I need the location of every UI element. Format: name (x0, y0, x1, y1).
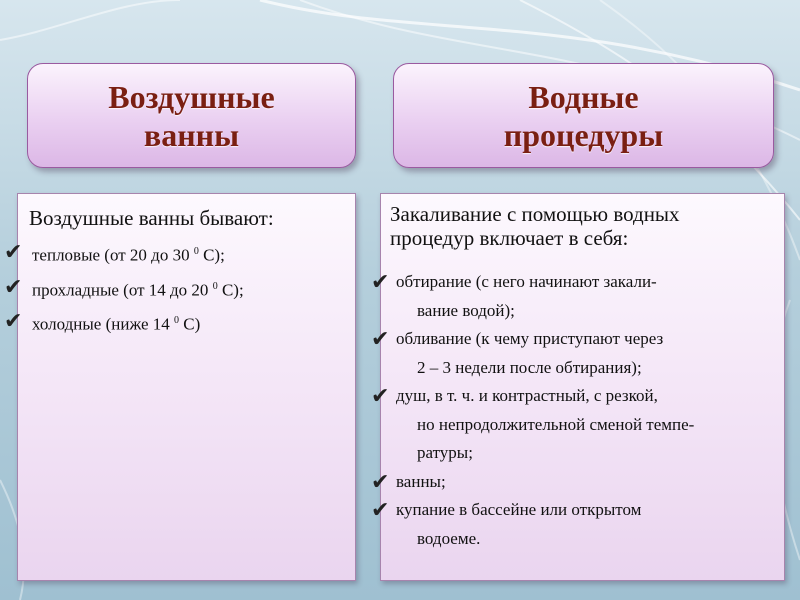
checkmark-icon: ✔ (371, 497, 390, 522)
list-item: ✔ прохладные (от 14 до 20 $^0$ С); (18, 271, 244, 306)
checkmark-icon: ✔ (4, 273, 23, 299)
checkmark-icon: ✔ (4, 308, 23, 334)
water-procedures-header-line1: Водные (528, 78, 639, 115)
checkmark-icon: ✔ (4, 239, 23, 264)
list-item: ✔ душ, в т. ч. и контрастный, с резкой, но непродолжительной сменой темпе- ратуры; (371, 383, 695, 462)
water-procedures-lead: Закаливание с помощью водных процедур включает в себя: (390, 202, 680, 250)
water-procedures-header-line2: процедуры (503, 116, 664, 153)
water-procedures-panel (371, 193, 785, 581)
air-baths-panel (4, 193, 356, 581)
list-item: ✔ ванны; (381, 468, 694, 497)
list-item: ✔ холодные (ниже 14 $^0$ С) (18, 305, 244, 340)
checkmark-icon: ✔ (371, 468, 390, 494)
air-baths-lead: Воздушные ванны бывают: (29, 206, 274, 230)
air-baths-header (27, 63, 356, 168)
checkmark-icon: ✔ (371, 383, 390, 408)
water-procedures-list (371, 268, 695, 553)
water-procedures-header (393, 63, 774, 168)
list-item: ✔ обливание (к чему приступают через 2 – 3 недели после обтирания); (371, 326, 664, 377)
air-baths-header-line1: Воздушные (108, 78, 275, 115)
air-baths-header-line2: ванны (143, 116, 240, 153)
air-baths-list (4, 236, 244, 340)
checkmark-icon: ✔ (371, 269, 390, 294)
list-item: ✔ обтирание (с него начинают закали- вание водой); (371, 269, 657, 320)
list-item: ✔ купание в бассейне или открытом водоеме. (371, 497, 642, 548)
list-item: ✔ тепловые (от 20 до 30 $^0$ С); (18, 236, 244, 271)
checkmark-icon: ✔ (371, 326, 390, 351)
